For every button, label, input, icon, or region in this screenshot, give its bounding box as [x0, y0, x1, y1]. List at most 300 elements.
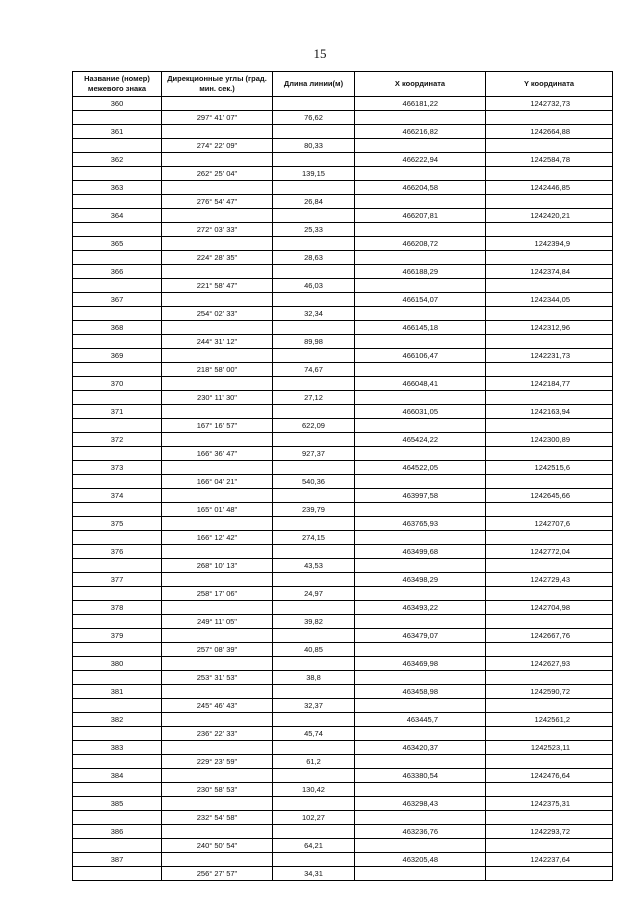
empty-cell: [486, 139, 613, 153]
direction-angle: 297° 41' 07": [162, 111, 273, 125]
y-coordinate: 1242732,73: [486, 97, 613, 111]
point-name: 374: [73, 489, 162, 503]
x-coordinate: 466145,18: [355, 321, 486, 335]
line-length: 26,84: [273, 195, 355, 209]
empty-cell: [73, 755, 162, 769]
empty-cell: [273, 685, 355, 699]
empty-cell: [273, 237, 355, 251]
y-coordinate: 1242374,84: [486, 265, 613, 279]
header-angle: Дирекционные углы (град. мин. сек.): [162, 72, 273, 97]
empty-cell: [273, 293, 355, 307]
empty-cell: [273, 853, 355, 867]
empty-cell: [273, 265, 355, 279]
x-coordinate: 466181,22: [355, 97, 486, 111]
y-coordinate: 1242293,72: [486, 825, 613, 839]
point-name: 387: [73, 853, 162, 867]
point-row: [73, 825, 613, 839]
point-row: [73, 769, 613, 783]
empty-cell: [486, 475, 613, 489]
empty-cell: [355, 615, 486, 629]
segment-row: [73, 531, 613, 545]
empty-cell: [355, 475, 486, 489]
segment-row: [73, 111, 613, 125]
x-coordinate: 466048,41: [355, 377, 486, 391]
segment-row: [73, 223, 613, 237]
direction-angle: 236° 22' 33": [162, 727, 273, 741]
empty-cell: [73, 531, 162, 545]
empty-cell: [73, 587, 162, 601]
empty-cell: [162, 293, 273, 307]
line-length: 76,62: [273, 111, 355, 125]
x-coordinate: 463499,68: [355, 545, 486, 559]
line-length: 927,37: [273, 447, 355, 461]
empty-cell: [355, 307, 486, 321]
empty-cell: [73, 167, 162, 181]
empty-cell: [73, 391, 162, 405]
empty-cell: [355, 195, 486, 209]
direction-angle: 165° 01' 48": [162, 503, 273, 517]
empty-cell: [73, 867, 162, 881]
empty-cell: [486, 811, 613, 825]
direction-angle: 230° 58' 53": [162, 783, 273, 797]
header-x: X координата: [355, 72, 486, 97]
segment-row: [73, 335, 613, 349]
empty-cell: [162, 769, 273, 783]
point-row: [73, 545, 613, 559]
empty-cell: [73, 363, 162, 377]
empty-cell: [73, 727, 162, 741]
line-length: 239,79: [273, 503, 355, 517]
empty-cell: [486, 419, 613, 433]
line-length: 27,12: [273, 391, 355, 405]
x-coordinate: 463997,58: [355, 489, 486, 503]
x-coordinate: 466204,58: [355, 181, 486, 195]
line-length: 46,03: [273, 279, 355, 293]
segment-row: [73, 139, 613, 153]
segment-row: [73, 279, 613, 293]
empty-cell: [486, 783, 613, 797]
point-row: [73, 321, 613, 335]
point-row: [73, 181, 613, 195]
empty-cell: [273, 97, 355, 111]
x-coordinate: 463498,29: [355, 573, 486, 587]
point-row: [73, 405, 613, 419]
point-row: [73, 265, 613, 279]
point-row: [73, 97, 613, 111]
line-length: 40,85: [273, 643, 355, 657]
segment-row: [73, 699, 613, 713]
line-length: 38,8: [273, 671, 355, 685]
empty-cell: [73, 615, 162, 629]
empty-cell: [486, 391, 613, 405]
empty-cell: [355, 839, 486, 853]
x-coordinate: 463493,22: [355, 601, 486, 615]
direction-angle: 245° 46' 43": [162, 699, 273, 713]
point-row: [73, 629, 613, 643]
y-coordinate: 1242375,31: [486, 797, 613, 811]
point-row: [73, 601, 613, 615]
empty-cell: [162, 461, 273, 475]
x-coordinate: 466208,72: [355, 237, 486, 251]
point-row: [73, 461, 613, 475]
empty-cell: [486, 727, 613, 741]
empty-cell: [273, 153, 355, 167]
point-row: [73, 685, 613, 699]
segment-row: [73, 475, 613, 489]
segment-row: [73, 727, 613, 741]
empty-cell: [73, 139, 162, 153]
empty-cell: [73, 783, 162, 797]
line-length: 74,67: [273, 363, 355, 377]
x-coordinate: 463380,54: [355, 769, 486, 783]
segment-row: [73, 307, 613, 321]
empty-cell: [162, 685, 273, 699]
segment-row: [73, 839, 613, 853]
y-coordinate: 1242645,66: [486, 489, 613, 503]
point-name: 381: [73, 685, 162, 699]
empty-cell: [273, 489, 355, 503]
empty-cell: [273, 517, 355, 531]
y-coordinate: 1242163,94: [486, 405, 613, 419]
y-coordinate: 1242707,6: [486, 517, 613, 531]
y-coordinate: 1242627,93: [486, 657, 613, 671]
empty-cell: [162, 97, 273, 111]
empty-cell: [355, 867, 486, 881]
empty-cell: [73, 475, 162, 489]
point-row: [73, 853, 613, 867]
empty-cell: [355, 783, 486, 797]
empty-cell: [273, 125, 355, 139]
empty-cell: [486, 503, 613, 517]
point-name: 364: [73, 209, 162, 223]
empty-cell: [355, 503, 486, 517]
point-name: 378: [73, 601, 162, 615]
point-row: [73, 517, 613, 531]
empty-cell: [486, 167, 613, 181]
empty-cell: [355, 335, 486, 349]
empty-cell: [355, 699, 486, 713]
direction-angle: 218° 58' 00": [162, 363, 273, 377]
empty-cell: [162, 237, 273, 251]
point-name: 382: [73, 713, 162, 727]
line-length: 540,36: [273, 475, 355, 489]
x-coordinate: 463458,98: [355, 685, 486, 699]
segment-row: [73, 559, 613, 573]
empty-cell: [273, 377, 355, 391]
empty-cell: [73, 307, 162, 321]
segment-row: [73, 167, 613, 181]
x-coordinate: 466216,82: [355, 125, 486, 139]
empty-cell: [355, 139, 486, 153]
direction-angle: 232° 54' 58": [162, 811, 273, 825]
segment-row: [73, 643, 613, 657]
line-length: 64,21: [273, 839, 355, 853]
point-name: 377: [73, 573, 162, 587]
empty-cell: [162, 405, 273, 419]
x-coordinate: 463765,93: [355, 517, 486, 531]
empty-cell: [273, 209, 355, 223]
empty-cell: [486, 307, 613, 321]
point-row: [73, 741, 613, 755]
point-name: 372: [73, 433, 162, 447]
empty-cell: [162, 125, 273, 139]
empty-cell: [355, 111, 486, 125]
empty-cell: [486, 755, 613, 769]
empty-cell: [73, 839, 162, 853]
direction-angle: 268° 10' 13": [162, 559, 273, 573]
direction-angle: 166° 12' 42": [162, 531, 273, 545]
segment-row: [73, 363, 613, 377]
segment-row: [73, 251, 613, 265]
point-name: 362: [73, 153, 162, 167]
line-length: 102,27: [273, 811, 355, 825]
empty-cell: [162, 573, 273, 587]
x-coordinate: 463479,07: [355, 629, 486, 643]
line-length: 28,63: [273, 251, 355, 265]
empty-cell: [273, 433, 355, 447]
point-name: 386: [73, 825, 162, 839]
segment-row: [73, 783, 613, 797]
empty-cell: [73, 419, 162, 433]
segment-row: [73, 867, 613, 881]
empty-cell: [162, 853, 273, 867]
empty-cell: [162, 349, 273, 363]
y-coordinate: 1242312,96: [486, 321, 613, 335]
direction-angle: 253° 31' 53": [162, 671, 273, 685]
point-name: 376: [73, 545, 162, 559]
point-row: [73, 713, 613, 727]
empty-cell: [162, 153, 273, 167]
empty-cell: [486, 643, 613, 657]
x-coordinate: 463298,43: [355, 797, 486, 811]
empty-cell: [162, 433, 273, 447]
empty-cell: [73, 111, 162, 125]
x-coordinate: 463236,76: [355, 825, 486, 839]
empty-cell: [273, 601, 355, 615]
empty-cell: [355, 391, 486, 405]
empty-cell: [486, 839, 613, 853]
y-coordinate: 1242344,05: [486, 293, 613, 307]
y-coordinate: 1242667,76: [486, 629, 613, 643]
empty-cell: [486, 531, 613, 545]
empty-cell: [273, 797, 355, 811]
empty-cell: [273, 741, 355, 755]
direction-angle: 166° 04' 21": [162, 475, 273, 489]
direction-angle: 254° 02' 33": [162, 307, 273, 321]
point-name: 363: [73, 181, 162, 195]
empty-cell: [486, 671, 613, 685]
empty-cell: [273, 769, 355, 783]
x-coordinate: 463445,7: [355, 713, 486, 727]
point-name: 369: [73, 349, 162, 363]
line-length: 34,31: [273, 867, 355, 881]
empty-cell: [273, 573, 355, 587]
y-coordinate: 1242420,21: [486, 209, 613, 223]
empty-cell: [162, 377, 273, 391]
direction-angle: 272° 03' 33": [162, 223, 273, 237]
empty-cell: [162, 209, 273, 223]
point-name: 367: [73, 293, 162, 307]
empty-cell: [355, 587, 486, 601]
y-coordinate: 1242664,88: [486, 125, 613, 139]
page-number: 15: [313, 46, 327, 61]
empty-cell: [73, 559, 162, 573]
line-length: 25,33: [273, 223, 355, 237]
empty-cell: [355, 727, 486, 741]
empty-cell: [73, 699, 162, 713]
point-row: [73, 657, 613, 671]
x-coordinate: 463420,37: [355, 741, 486, 755]
line-length: 24,97: [273, 587, 355, 601]
empty-cell: [355, 755, 486, 769]
empty-cell: [486, 559, 613, 573]
empty-cell: [355, 223, 486, 237]
direction-angle: 258° 17' 06": [162, 587, 273, 601]
empty-cell: [486, 699, 613, 713]
empty-cell: [162, 321, 273, 335]
y-coordinate: 1242394,9: [486, 237, 613, 251]
x-coordinate: 463205,48: [355, 853, 486, 867]
segment-row: [73, 811, 613, 825]
empty-cell: [162, 629, 273, 643]
direction-angle: 276° 54' 47": [162, 195, 273, 209]
direction-angle: 262° 25' 04": [162, 167, 273, 181]
direction-angle: 244° 31' 12": [162, 335, 273, 349]
direction-angle: 256° 27' 57": [162, 867, 273, 881]
empty-cell: [486, 223, 613, 237]
point-row: [73, 153, 613, 167]
header-y: Y координата: [486, 72, 613, 97]
empty-cell: [355, 363, 486, 377]
point-name: 383: [73, 741, 162, 755]
line-length: 80,33: [273, 139, 355, 153]
point-row: [73, 209, 613, 223]
empty-cell: [162, 489, 273, 503]
empty-cell: [486, 363, 613, 377]
table-header-row: [73, 72, 613, 97]
empty-cell: [486, 251, 613, 265]
empty-cell: [486, 615, 613, 629]
y-coordinate: 1242590,72: [486, 685, 613, 699]
line-length: 274,15: [273, 531, 355, 545]
empty-cell: [355, 251, 486, 265]
empty-cell: [162, 797, 273, 811]
segment-row: [73, 755, 613, 769]
empty-cell: [486, 195, 613, 209]
point-row: [73, 797, 613, 811]
empty-cell: [73, 811, 162, 825]
y-coordinate: 1242729,43: [486, 573, 613, 587]
empty-cell: [486, 587, 613, 601]
empty-cell: [355, 531, 486, 545]
empty-cell: [273, 349, 355, 363]
empty-cell: [355, 643, 486, 657]
y-coordinate: 1242237,64: [486, 853, 613, 867]
point-name: 371: [73, 405, 162, 419]
direction-angle: 240° 50' 54": [162, 839, 273, 853]
segment-row: [73, 391, 613, 405]
point-row: [73, 125, 613, 139]
direction-angle: 221° 58' 47": [162, 279, 273, 293]
direction-angle: 274° 22' 09": [162, 139, 273, 153]
header-length: Длина линии(м): [273, 72, 355, 97]
point-row: [73, 433, 613, 447]
empty-cell: [273, 657, 355, 671]
segment-row: [73, 615, 613, 629]
header-name: Название (номер) межевого знака: [73, 72, 162, 97]
x-coordinate: 466207,81: [355, 209, 486, 223]
empty-cell: [355, 671, 486, 685]
empty-cell: [486, 279, 613, 293]
coordinates-table: [72, 71, 613, 881]
empty-cell: [273, 629, 355, 643]
direction-angle: 257° 08' 39": [162, 643, 273, 657]
direction-angle: 224° 28' 35": [162, 251, 273, 265]
point-row: [73, 573, 613, 587]
point-name: 375: [73, 517, 162, 531]
point-name: 368: [73, 321, 162, 335]
segment-row: [73, 195, 613, 209]
line-length: 89,98: [273, 335, 355, 349]
empty-cell: [355, 447, 486, 461]
point-name: 370: [73, 377, 162, 391]
empty-cell: [73, 447, 162, 461]
direction-angle: 229° 23' 59": [162, 755, 273, 769]
table-body: [73, 97, 613, 881]
empty-cell: [486, 447, 613, 461]
x-coordinate: 463469,98: [355, 657, 486, 671]
empty-cell: [355, 167, 486, 181]
direction-angle: 249° 11' 05": [162, 615, 273, 629]
empty-cell: [162, 517, 273, 531]
line-length: 32,37: [273, 699, 355, 713]
empty-cell: [162, 545, 273, 559]
x-coordinate: 466106,47: [355, 349, 486, 363]
point-name: 373: [73, 461, 162, 475]
point-row: [73, 377, 613, 391]
x-coordinate: 465424,22: [355, 433, 486, 447]
y-coordinate: 1242515,6: [486, 461, 613, 475]
point-name: 384: [73, 769, 162, 783]
point-name: 360: [73, 97, 162, 111]
empty-cell: [73, 195, 162, 209]
line-length: 45,74: [273, 727, 355, 741]
line-length: 39,82: [273, 615, 355, 629]
y-coordinate: 1242584,78: [486, 153, 613, 167]
empty-cell: [73, 335, 162, 349]
point-row: [73, 349, 613, 363]
empty-cell: [73, 671, 162, 685]
y-coordinate: 1242476,64: [486, 769, 613, 783]
empty-cell: [73, 223, 162, 237]
empty-cell: [355, 419, 486, 433]
empty-cell: [273, 545, 355, 559]
direction-angle: 230° 11' 30": [162, 391, 273, 405]
y-coordinate: 1242523,11: [486, 741, 613, 755]
empty-cell: [355, 811, 486, 825]
y-coordinate: 1242300,89: [486, 433, 613, 447]
x-coordinate: 464522,05: [355, 461, 486, 475]
segment-row: [73, 671, 613, 685]
segment-row: [73, 587, 613, 601]
point-row: [73, 237, 613, 251]
line-length: 43,53: [273, 559, 355, 573]
point-name: 366: [73, 265, 162, 279]
empty-cell: [273, 181, 355, 195]
point-name: 385: [73, 797, 162, 811]
empty-cell: [162, 601, 273, 615]
line-length: 130,42: [273, 783, 355, 797]
